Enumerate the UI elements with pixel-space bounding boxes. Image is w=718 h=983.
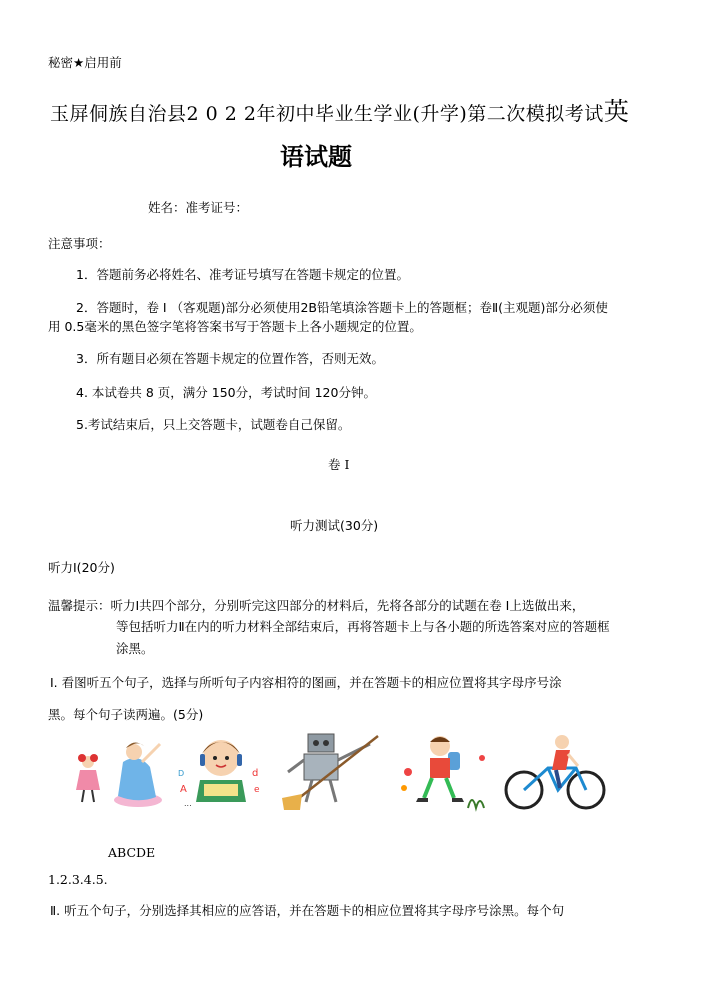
listening-title: 听力测试(30分) (290, 518, 379, 533)
girl-dancing-image (68, 732, 168, 812)
svg-text:...: ... (184, 799, 192, 808)
notice-item-3: 3．所有题目必须在答题卡规定的位置作答，否则无效。 (76, 351, 384, 366)
exam-title-big-char: 英 (603, 97, 630, 126)
tip-line-2: 等包括听力Ⅱ在内的听力材料全部结束后，再将答题卡上与各小题的所选答案对应的答题框 (116, 619, 610, 634)
part2-instruction: Ⅱ. 听五个句子，分别选择其相应的应答语，并在答题卡的相应位置将其字母序号涂黑。每个句 (50, 903, 565, 918)
exam-title-line2: 语试题 (280, 143, 352, 171)
svg-text:D: D (178, 769, 185, 778)
notice-item-1: 1．答题前务必将姓名、准考证号填写在答题卡规定的位置。 (76, 267, 409, 282)
part1-instruction-line2: 黑。每个句子读两遍。(5分) (48, 707, 204, 722)
candidate-info-label: 姓名：准考证号： (148, 200, 249, 215)
svg-text:e: e (254, 785, 260, 795)
notice-heading: 注意事项： (48, 236, 111, 251)
part1-instruction-line1: Ⅰ. 看图听五个句子，选择与所听句子内容相符的图画，并在答题卡的相应位置将其字母序号涂 (50, 675, 562, 690)
girl-reading-image (174, 732, 268, 812)
tip-line-3: 涂黑。 (116, 641, 154, 656)
boy-walking-image (398, 732, 494, 812)
notice-item-2: 2．答题时，卷 Ⅰ （客观题)部分必须使用2B铅笔填涂答题卡上的答题框；卷Ⅱ(主观题)部分必须使 (76, 300, 608, 315)
svg-text:d: d (252, 768, 259, 779)
listening-part-label: 听力I(20分) (48, 560, 115, 575)
exam-title-text: 玉屏侗族自治县2 0 2 2年初中毕业生学业(升学)第二次模拟考试 (50, 103, 604, 125)
notice-item-4: 4. 本试卷共 8 页，满分 150分，考试时间 120分钟。 (76, 385, 376, 400)
robot-sweeping-image (278, 732, 386, 812)
tip-line-1: 温馨提示：听力Ⅰ共四个部分，分别听完这四部分的材料后，先将各部分的试题在卷 Ⅰ上选做出来， (48, 598, 585, 613)
man-cycling-image (500, 732, 610, 812)
svg-text:A: A (180, 784, 187, 795)
question-numbers: 1.2.3.4.5. (48, 872, 108, 887)
image-letters: ABCDE (108, 845, 156, 860)
volume-label: 卷 Ⅰ (328, 457, 350, 472)
confidential-label: 秘密★启用前 (48, 55, 122, 70)
exam-title-line1 (50, 92, 629, 128)
notice-item-5: 5.考试结束后，只上交答题卡，试题卷自己保留。 (76, 417, 351, 432)
notice-item-2-cont: 用 0.5毫米的黑色签字笔将答案书写于答题卡上各小题规定的位置。 (48, 319, 422, 334)
